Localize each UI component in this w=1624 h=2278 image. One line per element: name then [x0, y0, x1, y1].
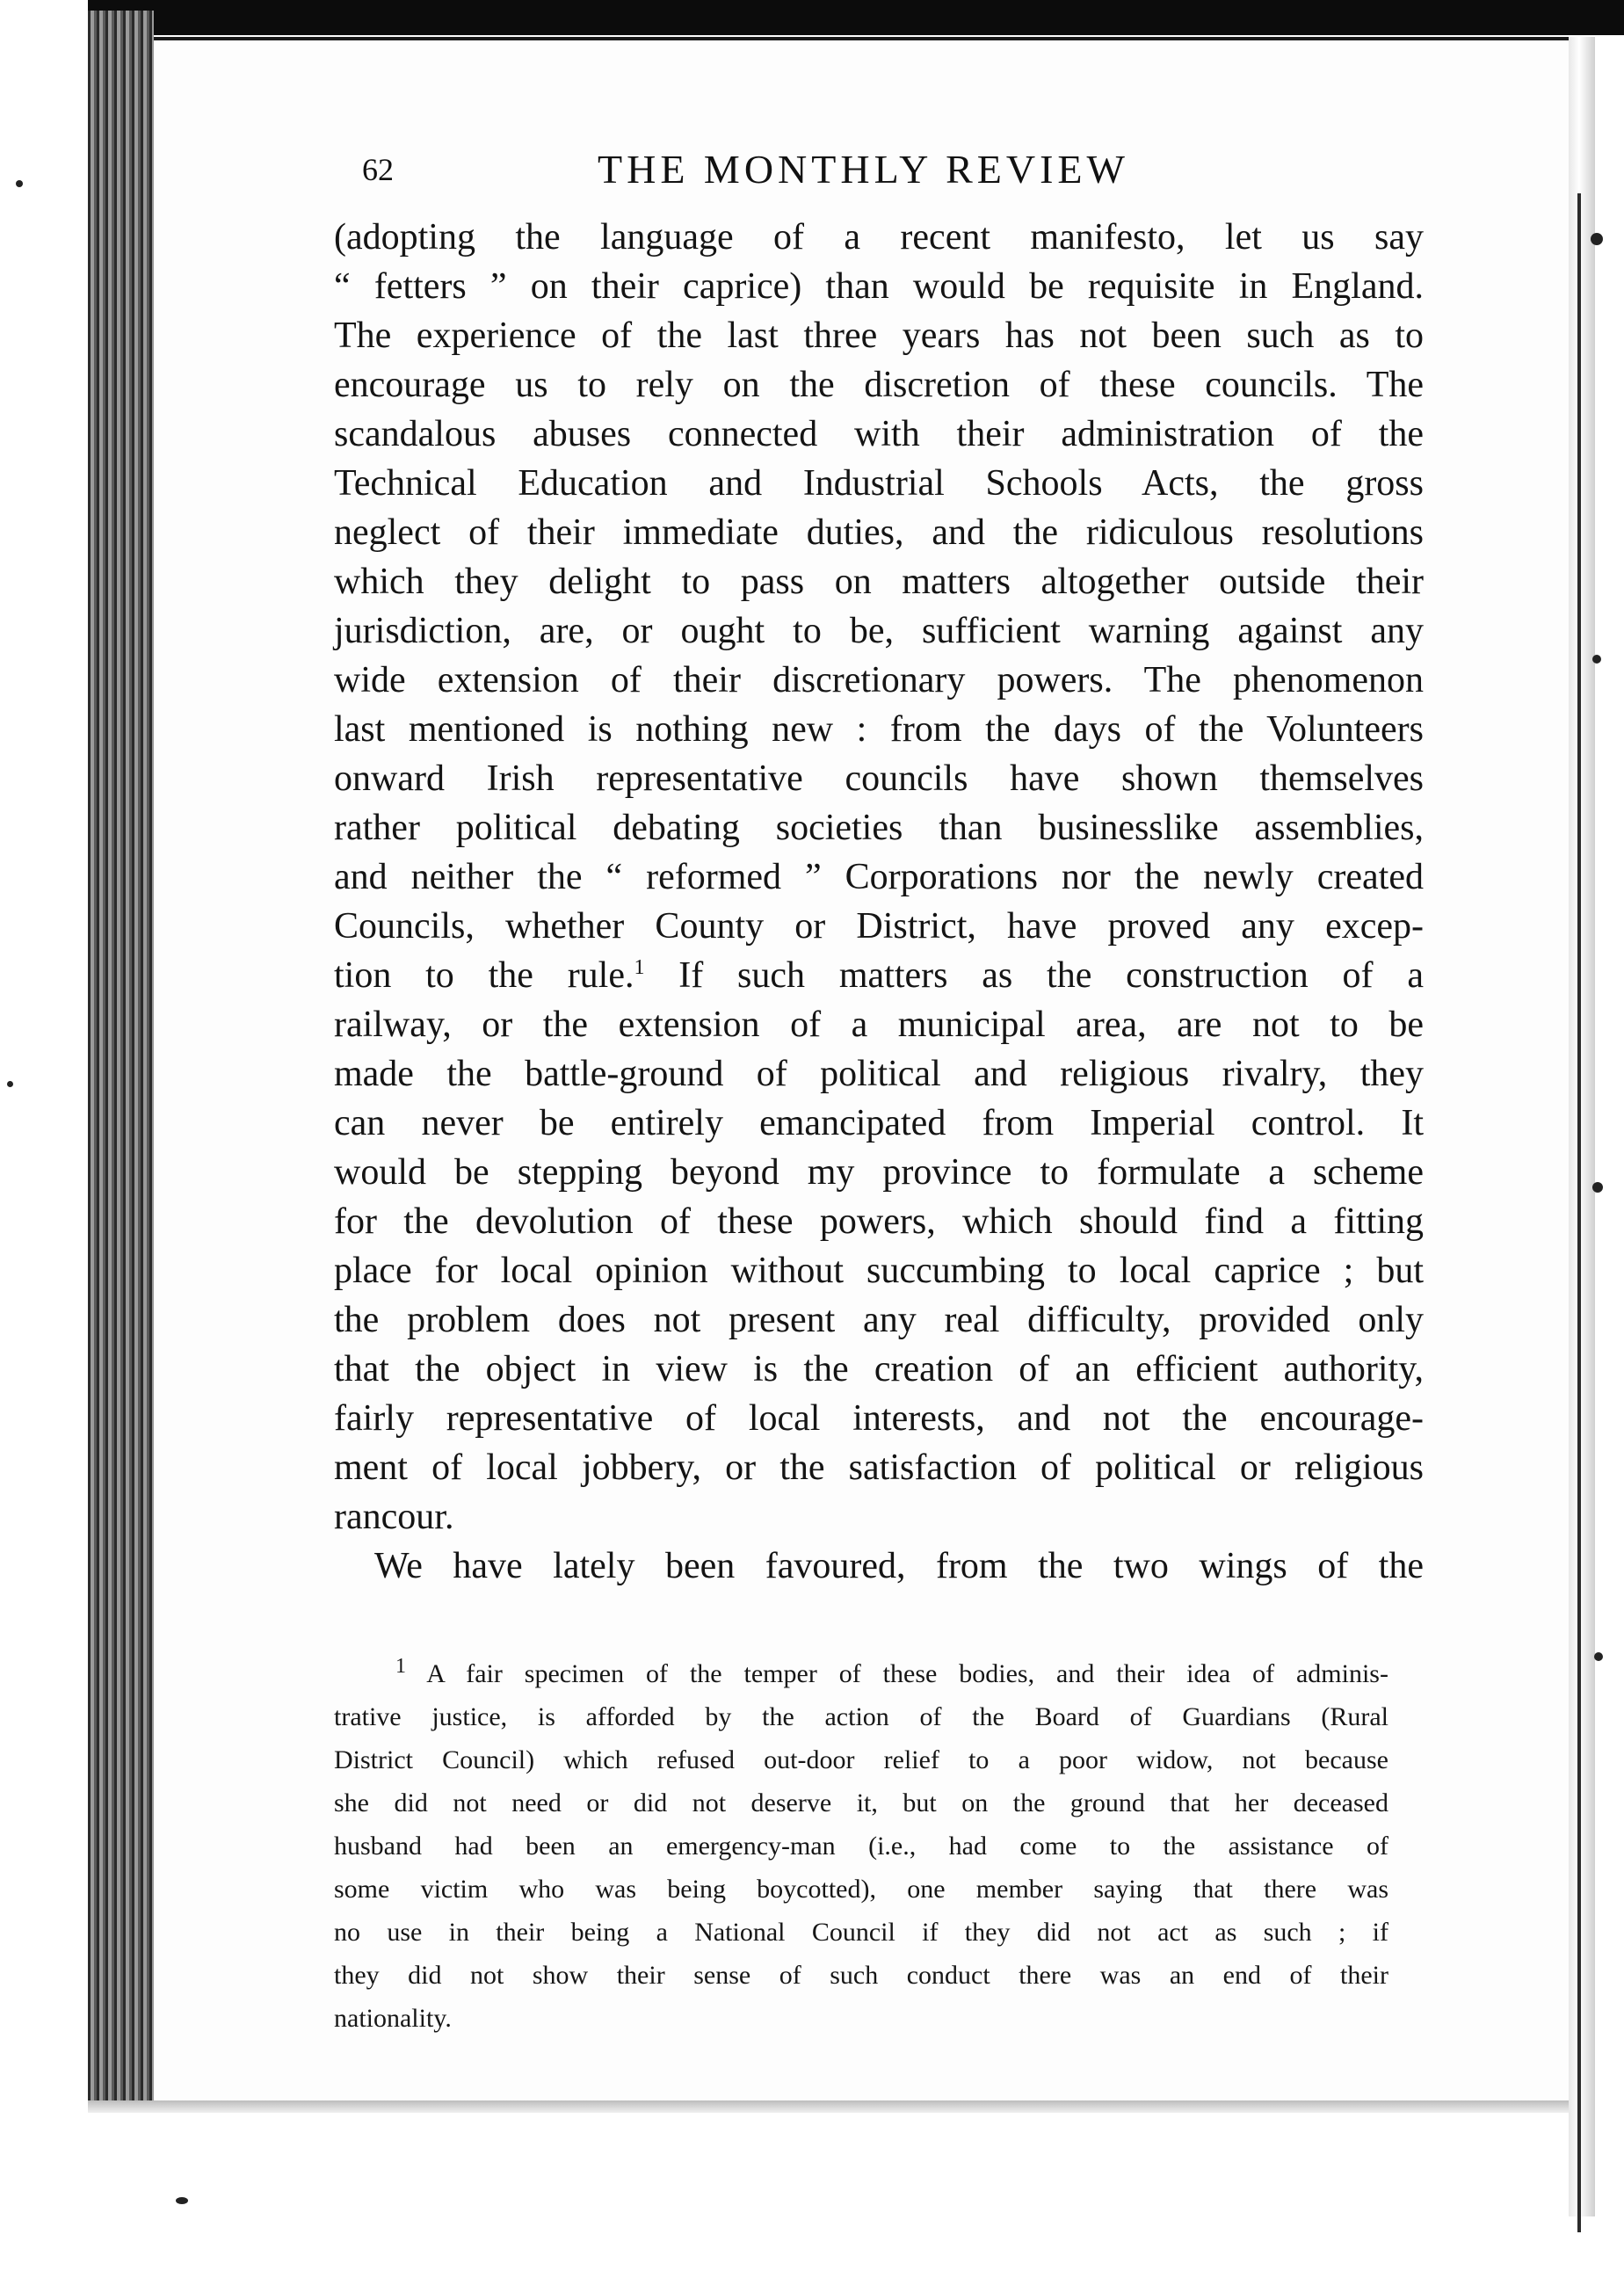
book-page-stack: [88, 11, 154, 2102]
scan-speck: [1592, 1182, 1603, 1193]
page-number: 62: [362, 152, 394, 187]
text-line: jurisdiction, are, or ought to be, sufficient warning against any: [334, 611, 1424, 651]
footnote-reference: 1: [634, 956, 645, 979]
book-page-edge-bottom: [88, 2100, 1582, 2113]
book-page-edge-right: [1569, 37, 1595, 2216]
scan-speck: [7, 1081, 13, 1087]
text-line: encourage us to rely on the discretion of these councils. The: [334, 365, 1424, 405]
scan-speck: [1594, 1652, 1603, 1661]
footnote: [334, 1652, 1388, 2040]
scan-speck: [1592, 655, 1601, 664]
text-fragment: tion to the rule.: [334, 955, 634, 996]
footnote-line: nationality.: [334, 2004, 452, 2033]
scan-speck: [16, 180, 23, 187]
footnote-marker: 1: [395, 1655, 406, 1678]
text-line: scandalous abuses connected with their administration of the: [334, 414, 1424, 454]
scanner-margin-left: [0, 0, 88, 2278]
text-line: railway, or the extension of a municipal area, are not to be: [334, 1005, 1424, 1045]
text-line: (adopting the language of a recent manifesto, let us say: [334, 217, 1424, 258]
footnote-line: some victim who was being boycotted), one member saying that there was: [334, 1875, 1388, 1904]
text-line: The experience of the last three years has not been such as to: [334, 316, 1424, 356]
text-line: rather political debating societies than businesslike assemblies,: [334, 808, 1424, 848]
text-line: would be stepping beyond my province to formulate a scheme: [334, 1152, 1424, 1193]
text-line: can never be entirely emancipated from Imperial control. It: [334, 1103, 1424, 1143]
text-line-with-footnote-ref: [334, 951, 1424, 1000]
footnote-line: she did not need or did not deserve it, but on the ground that her deceased: [334, 1788, 1388, 1817]
scan-speck: [176, 2197, 188, 2204]
scan-speck: [1591, 233, 1603, 245]
footnote-text: A fair specimen of the temper of these bodies, and their idea of adminis-: [426, 1659, 1388, 1688]
text-line: the problem does not present any real difficulty, provided only: [334, 1300, 1424, 1340]
text-line: wide extension of their discretionary powers. The phenomenon: [334, 660, 1424, 700]
footnote-line: husband had been an emergency-man (i.e., had come to the assistance of: [334, 1832, 1388, 1861]
body-text: [334, 213, 1424, 1591]
footnote-line: [334, 1652, 1388, 1695]
text-line: Technical Education and Industrial Schools Acts, the gross: [334, 463, 1424, 504]
text-line: for the devolution of these powers, which should find a fitting: [334, 1201, 1424, 1242]
text-line: which they delight to pass on matters altogether outside their: [334, 562, 1424, 602]
text-fragment: If such matters as the construction of a: [644, 955, 1424, 996]
page-gutter-shadow: [1577, 193, 1581, 2232]
text-line: last mentioned is nothing new : from the days of the Volunteers: [334, 709, 1424, 750]
text-line: We have lately been favoured, from the two wings of the: [374, 1546, 1424, 1586]
scanner-frame-top: [0, 0, 1624, 35]
running-head: [362, 146, 1417, 207]
footnote-line: trative justice, is afforded by the action of the Board of Guardians (Rural: [334, 1702, 1388, 1731]
text-line: fairly representative of local interests, and not the encourage-: [334, 1398, 1424, 1439]
text-line: neglect of their immediate duties, and the ridiculous resolutions: [334, 512, 1424, 553]
text-line: rancour.: [334, 1497, 454, 1537]
footnote-line: District Council) which refused out-door relief to a poor widow, not because: [334, 1745, 1388, 1774]
running-title: THE MONTHLY REVIEW: [598, 147, 1129, 192]
text-line: place for local opinion without succumbing to local caprice ; but: [334, 1251, 1424, 1291]
text-line: “ fetters ” on their caprice) than would be requisite in England.: [334, 266, 1424, 307]
text-line: that the object in view is the creation of an efficient authority,: [334, 1349, 1424, 1389]
footnote-line: they did not show their sense of such conduct there was an end of their: [334, 1961, 1388, 1990]
text-line: Councils, whether County or District, have proved any excep-: [334, 906, 1424, 947]
text-line: onward Irish representative councils have shown themselves: [334, 758, 1424, 799]
text-line: and neither the “ reformed ” Corporations nor the newly created: [334, 857, 1424, 897]
text-line: made the battle-ground of political and religious rivalry, they: [334, 1054, 1424, 1094]
footnote-line: no use in their being a National Council if they did not act as such ; if: [334, 1918, 1388, 1947]
text-line: ment of local jobbery, or the satisfaction of political or religious: [334, 1447, 1424, 1488]
